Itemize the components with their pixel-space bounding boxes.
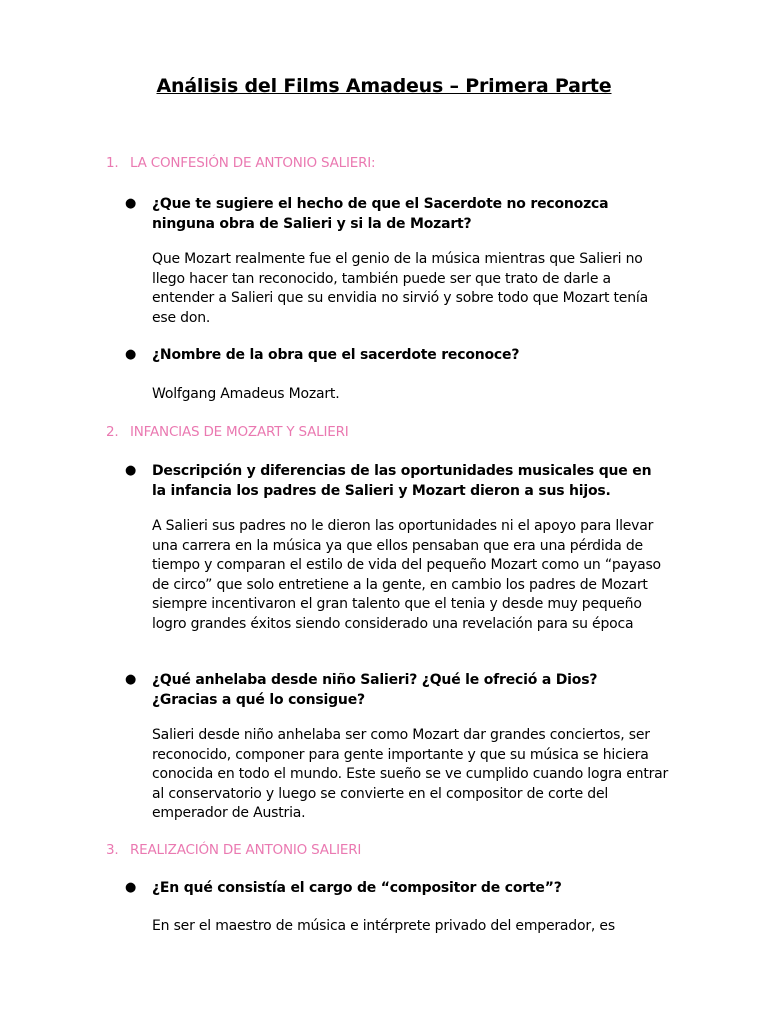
bullet-icon: ●	[125, 463, 137, 478]
section-title: LA CONFESIÓN DE ANTONIO SALIERI:	[130, 155, 376, 171]
answer-text: Salieri desde niño anhelaba ser como Mozart dar grandes conciertos, ser reconocido, componer para gente importante y que su música se hiciera conocida en todo el mundo. Este sueño se ve cumplido cuando logra entrar al conservatorio y luego se convierte en el compositor de corte del emperador de Austria.	[152, 727, 669, 821]
answer-text: Que Mozart realmente fue el genio de la música mientras que Salieri no llego hacer tan reconocido, también puede ser que trato de darle a entender a Salieri que su envidia no sirvió y sobre todo que Mozart tenía ese don.	[152, 251, 648, 326]
question-text: ¿Qué anhelaba desde niño Salieri? ¿Qué le ofreció a Dios? ¿Gracias a qué lo consigue?	[152, 672, 598, 708]
bullet-icon: ●	[125, 347, 137, 362]
bullet-icon: ●	[125, 672, 137, 687]
question-item	[125, 878, 665, 898]
question-text: ¿Que te sugiere el hecho de que el Sacerdote no reconozca ninguna obra de Salieri y si la de Mozart?	[152, 196, 609, 232]
section-title: REALIZACIÓN DE ANTONIO SALIERI	[130, 842, 362, 858]
section-number: 3.	[106, 842, 119, 858]
question-item	[125, 461, 665, 501]
question-text: ¿En qué consistía el cargo de “compositor de corte”?	[152, 880, 562, 896]
question-item	[125, 345, 665, 365]
section-title: INFANCIAS DE MOZART Y SALIERI	[130, 424, 349, 440]
question-text: ¿Nombre de la obra que el sacerdote reconoce?	[152, 347, 520, 363]
section-heading-1	[106, 155, 375, 171]
section-number: 1.	[106, 155, 119, 171]
answer-text: Wolfgang Amadeus Mozart.	[152, 386, 340, 402]
answer-text: A Salieri sus padres no le dieron las oportunidades ni el apoyo para llevar una carrera en la música ya que ellos pensaban que era una pérdida de tiempo y comparan el estilo de vida del pequeño Mozart como un “payaso de circo” que solo entretiene a la gente, en cambio los padres de Mozart siempre incentivaron el gran talento que el tenia y desde muy pequeño logro grandes éxitos siendo considerado una revelación para su época	[152, 518, 661, 632]
question-item	[125, 194, 665, 234]
bullet-icon: ●	[125, 196, 137, 211]
section-heading-3	[106, 842, 361, 858]
bullet-icon: ●	[125, 880, 137, 895]
question-text: Descripción y diferencias de las oportunidades musicales que en la infancia los padres de Salieri y Mozart dieron a sus hijos.	[152, 463, 652, 499]
section-number: 2.	[106, 424, 119, 440]
answer-text: En ser el maestro de música e intérprete privado del emperador, es	[152, 918, 615, 934]
document-title: Análisis del Films Amadeus – Primera Parte	[156, 75, 612, 97]
question-item	[125, 670, 665, 710]
section-heading-2	[106, 424, 349, 440]
